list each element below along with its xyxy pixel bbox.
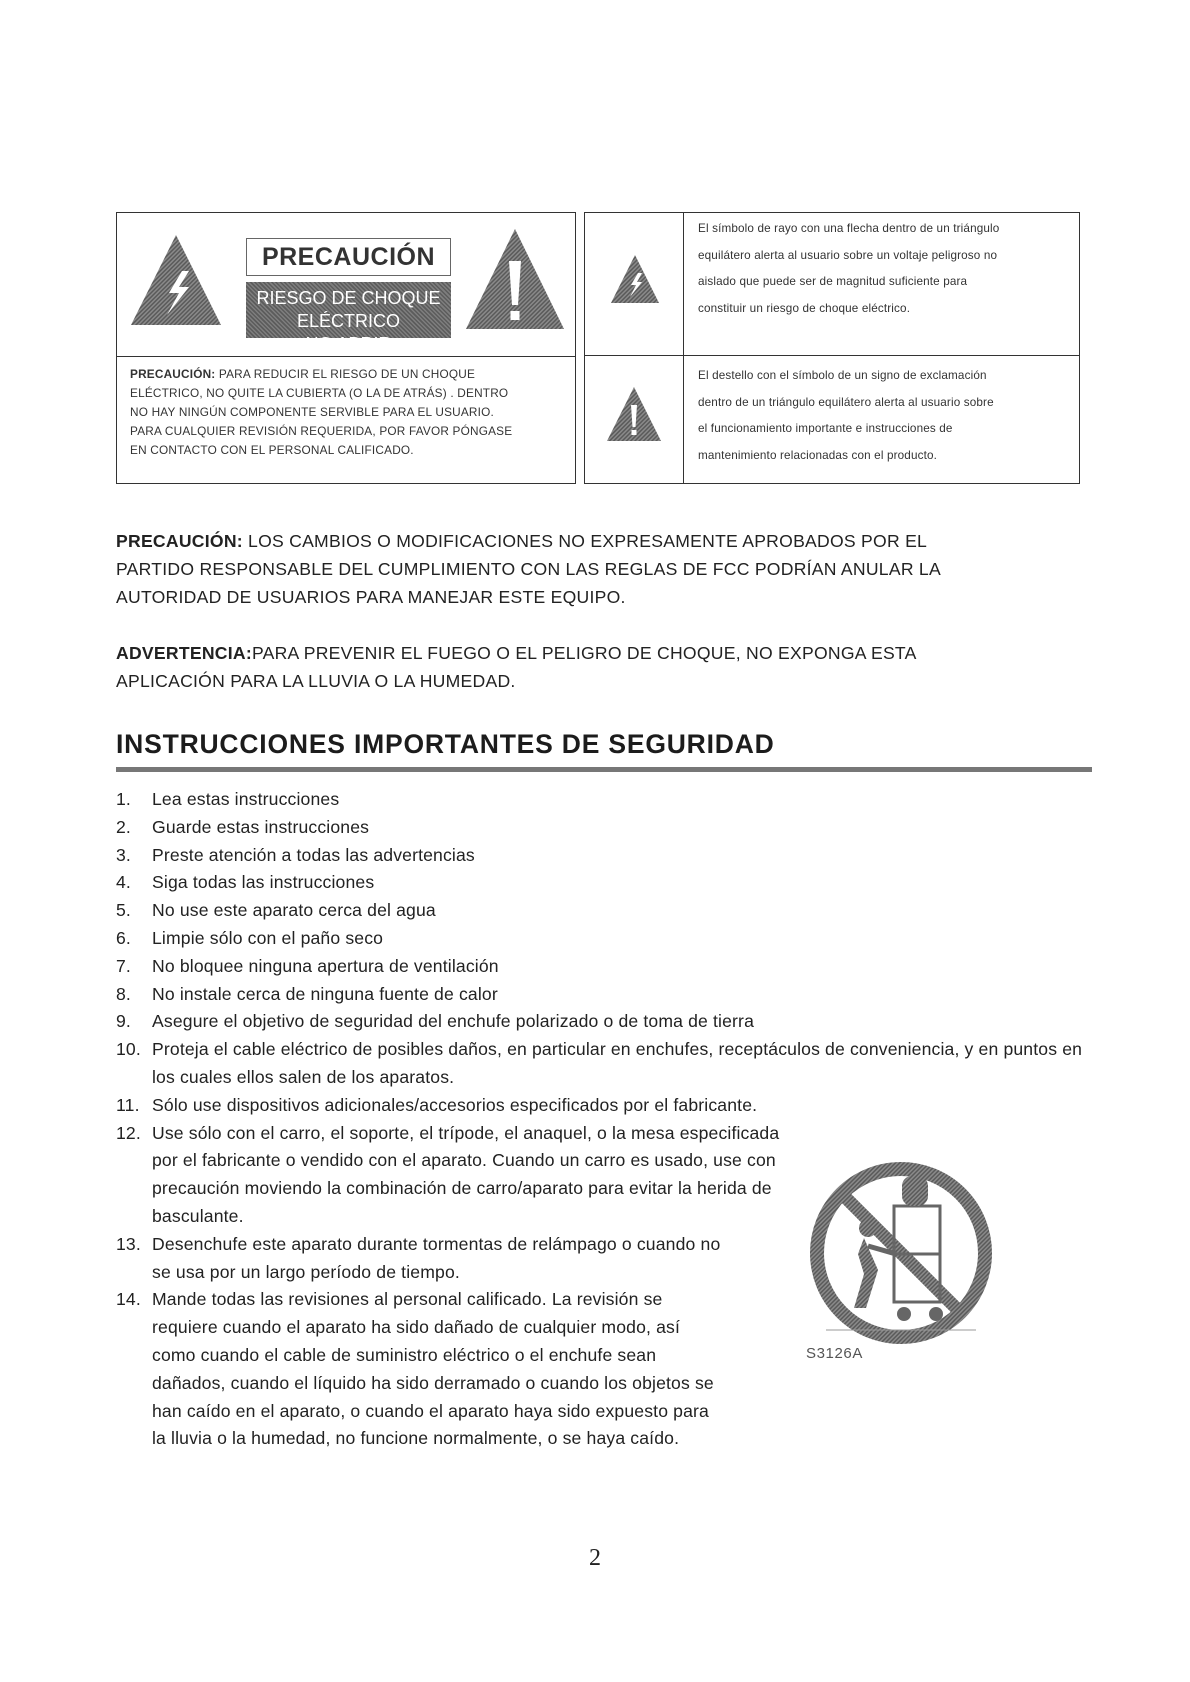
list-item: 3. Preste atención a todas las advertencias [116, 844, 475, 865]
caution-label-box [116, 212, 576, 484]
heading-rule [116, 767, 1092, 772]
list-item: 11. Sólo use dispositivos adicionales/accesorios especificados por el fabricante. [116, 1094, 758, 1115]
shock-risk-banner [246, 282, 451, 354]
list-item: 13. Desenchufe este aparato durante tormentas de relámpago o cuando no se usa por un largo período de tiempo. [116, 1233, 721, 1282]
exclamation-triangle-icon [463, 225, 568, 333]
caution-line: NO HAY NINGÚN COMPONENTE SERVIBLE PARA EL USUARIO. [130, 405, 494, 419]
list-item: 2. Guarde estas instrucciones [116, 816, 370, 837]
caution-label-graphic [117, 213, 575, 357]
caution-sticker [246, 238, 451, 354]
lightning-triangle-icon [609, 253, 661, 305]
warning-paragraph: ADVERTENCIA:PARA PREVENIR EL FUEGO O EL PELIGRO DE CHOQUE, NO EXPONGA ESTA APLICACIÓN PARA LA LLUVIA O LA HUMEDAD. [116, 643, 917, 691]
list-item: 1. Lea estas instrucciones [116, 789, 340, 809]
lightning-triangle-icon [127, 231, 225, 329]
cart-figure-code: S3126A [806, 1345, 863, 1362]
list-item: 6. Limpie sólo con el paño seco [116, 927, 384, 948]
cart-tip-over-warning-icon [806, 1158, 996, 1358]
lightning-symbol-description: El símbolo de rayo con una flecha dentro de un triángulo equilátero alerta al usuario sobre un voltaje peligroso no aislado que puede ser de magnitud suficiente para constituir un riesgo de choque eléctrico. [698, 222, 1000, 315]
list-item: 9. Asegure el objetivo de seguridad del enchufe polarizado o de toma de tierra [116, 1011, 755, 1032]
page-number: 2 [589, 1545, 601, 1571]
list-item: 14. Mande todas las revisiones al personal calificado. La revisión se requiere cuando el aparato ha sido dañado de cualquier modo, así como cuando el cable de suministro eléctrico o el enchufe sean dañados, cuando el líquido ha sido derramado o cuando los objetos se han caído en el aparato, o cuando el aparato haya sido expuesto para la lluvia o la humedad, no funcione normalmente, o se haya caído. [116, 1289, 714, 1449]
caution-line: PARA REDUCIR EL RIESGO DE UN CHOQUE [218, 367, 476, 381]
list-item: 4. Siga todas las instrucciones [116, 872, 375, 893]
caution-line: EN CONTACTO CON EL PERSONAL CALIFICADO. [130, 443, 414, 457]
safety-heading: INSTRUCCIONES IMPORTANTES DE SEGURIDAD [116, 729, 775, 759]
exclamation-triangle-icon [605, 385, 663, 443]
caution-paragraph-label: PRECAUCIÓN: [116, 531, 243, 551]
warning-paragraph-label: ADVERTENCIA: [116, 643, 252, 663]
list-item: 12. Use sólo con el carro, el soporte, el trípode, el anaquel, o la mesa especificada por el fabricante o vendido con el aparato. Cuando un carro es usado, use con precaución moviendo la combinación de carro/aparato para evitar la herida de basculante. [116, 1122, 780, 1226]
caution-title: PRECAUCIÓN [246, 238, 451, 276]
do-not-open-text: NO ABRIR [305, 334, 392, 354]
list-item: 5. No use este aparato cerca del agua [116, 900, 436, 921]
list-item: 10. Proteja el cable eléctrico de posibles daños, en particular en enchufes, receptáculos de conveniencia, y en puntos en los cuales ellos salen de los aparatos. [116, 1039, 1083, 1087]
caution-line: ELÉCTRICO, NO QUITE LA CUBIERTA (O LA DE ATRÁS) . DENTRO [130, 386, 509, 400]
symbols-table [584, 212, 1080, 484]
caution-paragraph: PRECAUCIÓN: LOS CAMBIOS O MODIFICACIONES NO EXPRESAMENTE APROBADOS POR EL PARTIDO RESPONSABLE DEL CUMPLIMIENTO CON LAS REGLAS DE FCC PODRÍAN ANULAR LA AUTORIDAD DE USUARIOS PARA MANEJAR ESTE EQUIPO. [116, 531, 941, 607]
caution-line: PARA CUALQUIER REVISIÓN REQUERIDA, POR FAVOR PÓNGASE [130, 424, 513, 438]
shock-risk-text: RIESGO DE CHOQUE ELÉCTRICO [256, 288, 441, 331]
exclamation-symbol-description: El destello con el símbolo de un signo de exclamación dentro de un triángulo equilátero alerta al usuario sobre el funcionamiento importante e instrucciones de mantenimiento relacionadas con el producto. [698, 369, 994, 462]
caution-label-text [130, 365, 570, 460]
caution-label-prefix: PRECAUCIÓN: [130, 367, 216, 381]
list-item: 8. No instale cerca de ninguna fuente de calor [116, 983, 498, 1004]
list-item: 7. No bloquee ninguna apertura de ventilación [116, 955, 499, 976]
